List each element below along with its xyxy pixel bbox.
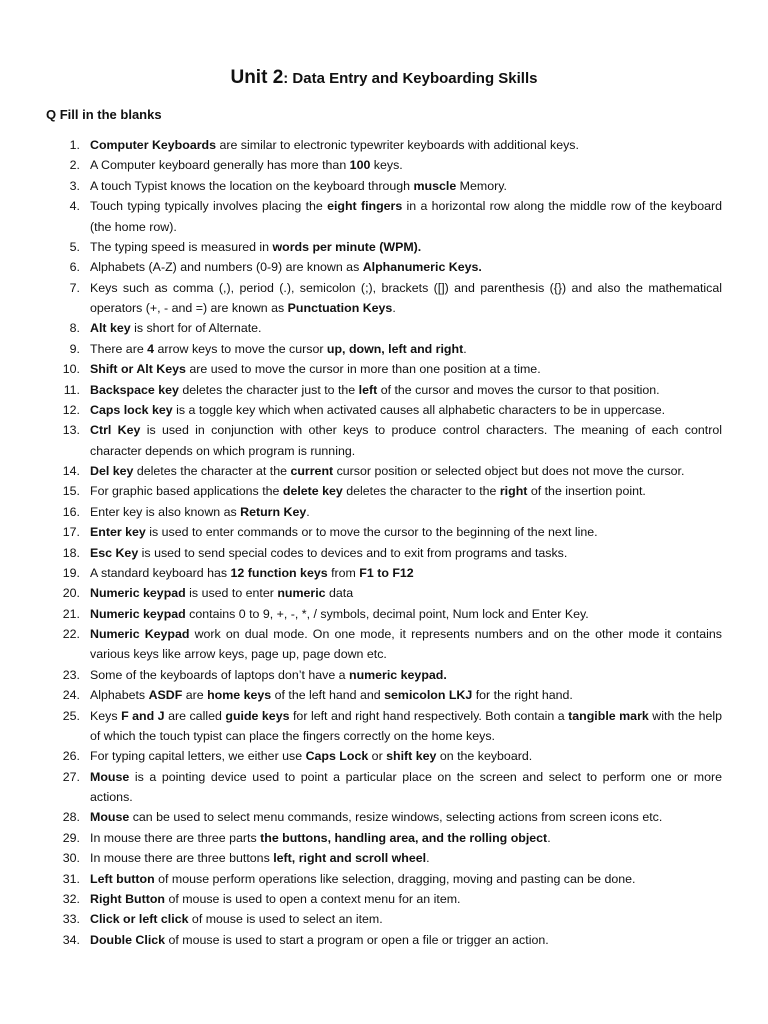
item-number: 5. [69,239,80,254]
list-item [62,746,722,766]
item-text: from [327,565,360,580]
item-number: 9. [69,341,80,356]
list-item [62,502,722,522]
bold-answer-text: Numeric keypad [90,606,186,621]
bold-answer-text: shift key [386,749,437,764]
item-text: is used in conjunction with other keys to produce control characters. The meaning of each control character depends on which program is running. [90,423,722,458]
item-text: . [392,301,396,315]
item-text: of mouse is used to select an item. [188,912,383,927]
list-item [62,665,722,685]
item-text: In mouse there are three buttons [90,851,274,866]
item-text: with the help of which the touch typist can place the fingers correctly on the home keys. [90,708,722,743]
bold-answer-text: muscle [413,178,457,193]
item-number: 3. [69,178,80,193]
bold-answer-text: numeric keypad. [349,667,447,682]
item-number: 21. [62,606,80,621]
item-number: 28. [62,810,80,825]
bold-answer-text: words per minute (WPM). [272,239,422,254]
list-item [62,848,722,868]
item-number: 11. [63,382,80,397]
item-text: are [182,688,208,703]
item-text: Some of the keyboards of laptops don’t have a [90,667,349,682]
item-text: deletes the character just to the [178,382,359,397]
bold-answer-text: Left button [90,871,155,886]
list-item [69,339,722,359]
item-text: of the insertion point. [527,484,646,499]
item-text: or [368,749,387,764]
item-text: Keys such as comma (,), period (.), semicolon (;), brackets ([]) and parenthesis ({}) and also the mathematical operators (+, - and =) are known as [90,280,722,315]
list-item [62,461,722,481]
bold-answer-text: Click or left click [90,912,189,927]
question-list [62,135,722,950]
item-number: 17. [62,525,80,540]
bold-answer-text: Alt key [90,321,131,336]
item-text: of mouse is used to open a context menu for an item. [165,891,461,906]
bold-answer-text: current [290,464,334,478]
item-text: There are [90,341,148,356]
item-text: . [547,830,551,845]
item-number: 16. [62,504,80,519]
item-text: on the keyboard. [436,749,533,764]
list-item [62,930,722,950]
item-number: 2. [69,158,80,173]
item-number: 29. [62,830,80,845]
bold-answer-text: Right Button [90,891,166,906]
bold-answer-text: eight fingers [327,199,403,214]
list-item [69,176,722,196]
list-item [62,909,722,929]
title-rest: : Data Entry and Keyboarding Skills [283,70,538,87]
item-number: 25. [62,708,80,723]
item-text: Alphabets (A-Z) and numbers (0-9) are known as [90,260,363,275]
bold-answer-text: F and J [121,708,165,723]
item-number: 1. [69,138,80,152]
item-text: for the right hand. [472,688,573,703]
bold-answer-text: 12 function keys [230,565,328,580]
item-number: 7. [69,280,80,295]
item-text: is a toggle key which when activated causes all alphabetic characters to be in uppercase. [172,402,666,417]
item-text: cursor position or selected object but does not move the cursor. [333,464,685,478]
item-text: of the cursor and moves the cursor to that position. [377,382,660,397]
item-text: . [306,504,310,519]
item-text: for left and right hand respectively. Both contain a [289,708,569,723]
item-number: 14. [62,464,80,478]
item-number: 20. [62,586,80,601]
bold-answer-text: Numeric keypad [90,586,186,601]
item-text: For graphic based applications the [90,484,283,499]
bold-answer-text: Del key [90,464,134,478]
item-text: work on dual mode. On one mode, it represents numbers and on the other mode it contains various keys like arrow keys, page up, page down etc. [90,627,722,662]
list-item [62,807,722,827]
bold-answer-text: Esc Key [90,545,139,560]
list-item [62,624,722,665]
item-number: 34. [62,932,80,947]
item-text: Keys [90,708,122,723]
item-text: are called [164,708,226,723]
list-item [62,685,722,705]
bold-answer-text: the buttons, handling area, and the rolling object [260,830,548,845]
item-text: contains 0 to 9, +, -, *, / symbols, decimal point, Num lock and Enter Key. [185,606,589,621]
item-number: 4. [69,199,80,214]
item-text: A standard keyboard has [90,565,231,580]
item-text: is used to enter commands or to move the cursor to the beginning of the next line. [145,525,598,540]
item-text: is short for of Alternate. [130,321,262,336]
item-text: deletes the character to the [342,484,500,499]
bold-answer-text: Mouse [90,810,130,825]
item-number: 26. [62,749,80,764]
bold-answer-text: 4 [147,341,155,356]
item-number: 31. [62,871,80,886]
bold-answer-text: Mouse [90,769,130,784]
item-text: are similar to electronic typewriter keyboards with additional keys. [216,138,579,152]
item-number: 10. [62,362,80,377]
bold-answer-text: home keys [207,688,272,703]
list-item [62,706,722,747]
list-item [62,869,722,889]
item-text: of the left hand and [271,688,385,703]
item-text: are used to move the cursor in more than one position at a time. [185,362,541,377]
item-number: 6. [69,260,80,275]
item-number: 23. [62,667,80,682]
item-text: can be used to select menu commands, resize windows, selecting actions from screen icons etc. [129,810,663,825]
bold-answer-text: up, down, left and right [326,341,464,356]
item-text: Touch typing typically involves placing the [90,199,328,214]
item-text: is used to send special codes to devices and to exit from programs and tasks. [138,545,568,560]
item-text: Memory. [456,178,507,193]
item-text: . [463,341,467,356]
item-number: 30. [62,851,80,866]
bold-answer-text: tangible mark [568,708,649,723]
bold-answer-text: right [499,484,528,499]
list-item [63,380,722,400]
list-item [62,583,722,603]
list-item [62,359,722,379]
bold-answer-text: Caps Lock [305,749,369,764]
list-item [62,481,722,501]
item-text: in a horizontal row along the middle row of the keyboard (the home row). [90,199,722,234]
list-item [69,135,722,155]
item-text: arrow keys to move the cursor [154,341,327,356]
item-text: data [325,586,354,601]
item-text: Enter key is also known as [90,504,241,519]
bold-answer-text: left [358,382,378,397]
item-text: deletes the character at the [133,464,291,478]
item-number: 18. [62,545,80,560]
bold-answer-text: Computer Keyboards [90,138,216,152]
item-number: 15. [62,484,80,499]
item-text: Alphabets [90,688,149,703]
list-item [69,196,722,237]
item-text: A touch Typist knows the location on the keyboard through [90,178,414,193]
bold-answer-text: ASDF [148,688,183,703]
bold-answer-text: Numeric Keypad [90,627,190,641]
item-number: 24. [62,688,80,703]
bold-answer-text: Enter key [90,525,146,540]
item-number: 8. [69,321,80,336]
bold-answer-text: Backspace key [90,382,179,397]
item-text: keys. [370,158,403,173]
list-item [69,237,722,257]
bold-answer-text: numeric [277,586,326,601]
bold-answer-text: semicolon LKJ [384,688,473,703]
list-item [62,828,722,848]
section-heading: Q Fill in the blanks [46,107,162,122]
list-item [62,543,722,563]
list-item [69,257,722,277]
list-item [62,400,722,420]
list-item [62,889,722,909]
bold-answer-text: 100 [349,158,371,173]
item-text: The typing speed is measured in [90,239,273,254]
list-item [69,278,722,319]
item-number: 19. [62,565,80,580]
list-item [62,522,722,542]
bold-answer-text: Punctuation Keys [287,301,393,315]
bold-answer-text: Ctrl Key [90,423,141,438]
item-text: For typing capital letters, we either use [90,749,306,764]
item-text: A Computer keyboard generally has more than [90,158,350,173]
list-item [62,563,722,583]
item-number: 33. [62,912,80,927]
title-unit: Unit 2 [230,67,284,88]
bold-answer-text: Double Click [90,932,166,947]
list-item [62,767,722,808]
item-number: 27. [62,769,80,784]
list-item [69,318,722,338]
bold-answer-text: delete key [282,484,343,499]
item-text: is used to enter [185,586,278,601]
bold-answer-text: Alphanumeric Keys. [362,260,482,275]
list-item [69,155,722,175]
bold-answer-text: guide keys [225,708,290,723]
bold-answer-text: Caps lock key [90,402,173,417]
bold-answer-text: Shift or Alt Keys [90,362,186,377]
item-number: 13. [62,423,80,438]
item-text: In mouse there are three parts [90,830,261,845]
item-text: of mouse is used to start a program or open a file or trigger an action. [165,932,549,947]
item-text: . [426,851,430,866]
item-number: 22. [62,627,80,641]
list-item [62,604,722,624]
bold-answer-text: F1 to F12 [359,565,414,580]
bold-answer-text: Return Key [240,504,307,519]
list-item [62,420,722,461]
item-number: 32. [62,891,80,906]
bold-answer-text: left, right and scroll wheel [273,851,427,866]
item-text: of mouse perform operations like selection, dragging, moving and pasting can be done. [154,871,636,886]
item-text: is a pointing device used to point a particular place on the screen and select to perform one or more actions. [90,769,722,804]
page-title [0,66,768,91]
item-number: 12. [62,402,80,417]
